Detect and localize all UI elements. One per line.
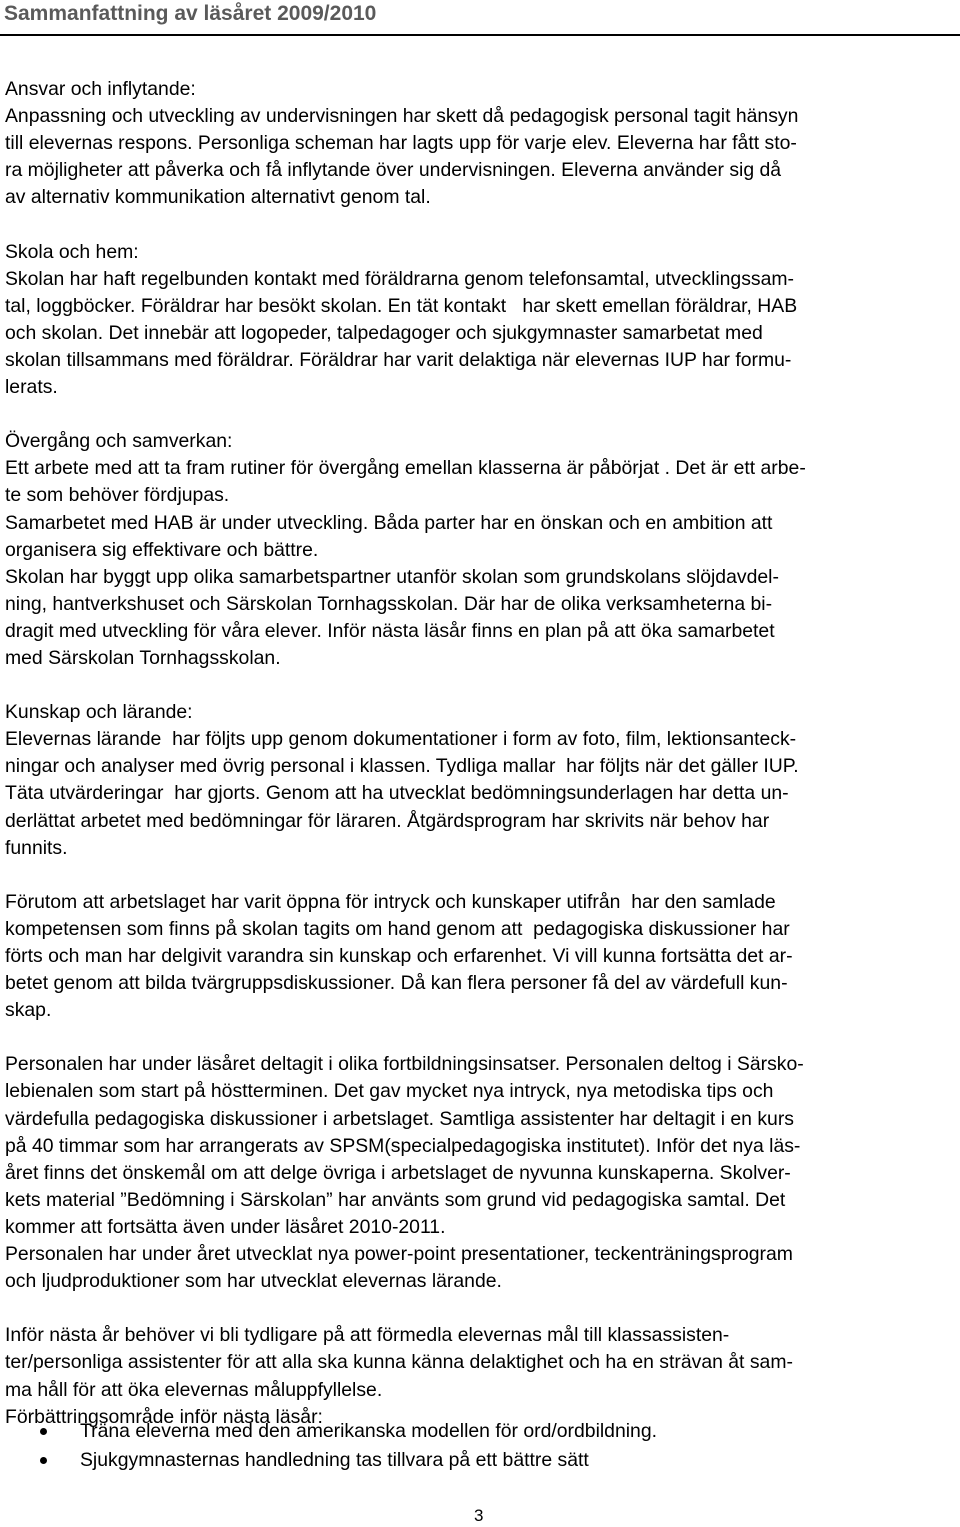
blank-line [5,1024,955,1051]
text-line: ma håll för att öka elevernas måluppfyllelse. [5,1378,383,1401]
improvement-list [0,1418,960,1476]
text-line: lerats. [5,376,58,399]
list-item-text: Sjukgymnasternas handledning tas tillvara på ett bättre sätt [80,1449,589,1471]
bullet-icon [40,1428,47,1435]
text-line: av alternativ kommunikation alternativt genom tal. [5,186,431,209]
list-item-text: Träna eleverna med den amerikanska modellen för ord/ordbildning. [80,1420,658,1442]
text-line: dragit med utveckling för våra elever. Inför nästa läsår finns en plan på att öka samarbetet [5,619,775,642]
text-line: te som behöver fördjupas. [5,484,230,507]
blank-line [5,401,955,428]
text-line: till elevernas respons. Personliga scheman har lagts upp för varje elev. Eleverna har fått sto- [5,132,797,155]
text-line: Ansvar och inflytande: [5,78,196,100]
text-line: skap. [5,999,52,1022]
document-body [5,76,955,1431]
text-line: och ljudproduktioner som har utvecklat elevernas lärande. [5,1270,502,1293]
text-line: året finns det önskemål om att delge övriga i arbetslaget de nyvunna kunskaperna. Skolver- [5,1161,791,1184]
text-line: Skolan har byggt upp olika samarbetspartner utanför skolan som grundskolans slöjdavdel- [5,565,779,588]
text-line: Skola och hem: [5,240,139,263]
document-title: Sammanfattning av läsåret 2009/2010 [4,2,377,25]
text-line: kompetensen som finns på skolan tagits om hand genom att pedagogiska diskussioner har [5,917,790,940]
text-line: Skolan har haft regelbunden kontakt med föräldrarna genom telefonsamtal, utvecklingssam- [5,267,794,290]
text-line: Täta utvärderingar har gjorts. Genom att ha utvecklat bedömningsunderlagen har detta un- [5,782,789,805]
text-line: Kunskap och lärande: [5,701,193,724]
list-item [0,1447,960,1476]
text-line: och skolan. Det innebär att logopeder, talpedagoger och sjukgymnaster samarbetat med [5,321,763,344]
page-number: 3 [474,1506,484,1525]
text-line: ra möjligheter att påverka och få inflytande över undervisningen. Eleverna använder sig då [5,159,782,182]
blank-line [5,211,955,238]
text-line: kets material ”Bedömning i Särskolan” har använts som grund vid pedagogiska samtal. Det [5,1188,786,1211]
blank-line [5,862,955,889]
text-line: skolan tillsammans med föräldrar. Föräldrar har varit delaktiga när elevernas IUP har formu- [5,348,792,371]
text-line: Övergång och samverkan: [5,430,233,453]
text-line: Elevernas lärande har följts upp genom dokumentationer i form av foto, film, lektionsanteck- [5,728,797,751]
bullet-icon [40,1457,47,1464]
text-line: lebienalen som start på höstterminen. Det gav mycket nya intryck, nya metodiska tips och [5,1080,774,1103]
text-line: ning, hantverkshuset och Särskolan Tornhagsskolan. Där har de olika verksamheterna bi- [5,592,773,615]
text-line: Ett arbete med att ta fram rutiner för övergång emellan klasserna är påbörjat . Det är ett arbe- [5,457,806,480]
text-line: Anpassning och utveckling av undervisningen har skett då pedagogisk personal tagit hänsyn [5,105,799,128]
text-line: Samarbetet med HAB är under utveckling. Båda parter har en önskan och en ambition att [5,511,773,534]
text-line: Personalen har under året utvecklat nya power-point presentationer, teckenträningsprogram [5,1243,793,1266]
text-line: ningar och analyser med övrig personal i klassen. Tydliga mallar har följts när det gäller IUP. [5,755,799,778]
blank-line [5,1295,955,1322]
text-line: tal, loggböcker. Föräldrar har besökt skolan. En tät kontakt har skett emellan föräldrar, HAB [5,294,798,317]
text-line: ter/personliga assistenter för att alla ska kunna känna delaktighet och ha en strävan åt sam- [5,1351,793,1374]
text-line: Förutom att arbetslaget har varit öppna för intryck och kunskaper utifrån har den samlade [5,890,776,913]
text-line: Inför nästa år behöver vi bli tydligare på att förmedla elevernas mål till klassassisten- [5,1324,730,1347]
list-item [0,1418,960,1447]
text-line: kommer att fortsätta även under läsåret 2010-2011. [5,1215,446,1238]
text-line: Förbättringsområde inför nästa läsår: [5,1405,323,1428]
text-line: värdefulla pedagogiska diskussioner i arbetslaget. Samtliga assistenter har deltagit i en kurs [5,1107,794,1130]
text-line: förts och man har delgivit varandra sin kunskap och erfarenhet. Vi vill kunna fortsätta det ar- [5,945,793,967]
text-line: med Särskolan Tornhagsskolan. [5,646,281,669]
page-header [0,0,960,36]
text-line: betet genom att bilda tvärgruppsdiskussioner. Då kan flera personer få del av värdefull kun- [5,972,788,995]
text-line: Personalen har under läsåret deltagit i olika fortbildningsinsatser. Personalen deltog i Särsko- [5,1053,804,1076]
text-line: organisera sig effektivare och bättre. [5,538,319,561]
blank-line [5,672,955,699]
text-line: på 40 timmar som har arrangerats av SPSM(specialpedagogiska institutet). Inför det nya läs- [5,1134,801,1157]
text-line: funnits. [5,836,68,859]
text-line: derlättat arbetet med bedömningar för läraren. Åtgärdsprogram har skrivits när behov har [5,809,770,832]
